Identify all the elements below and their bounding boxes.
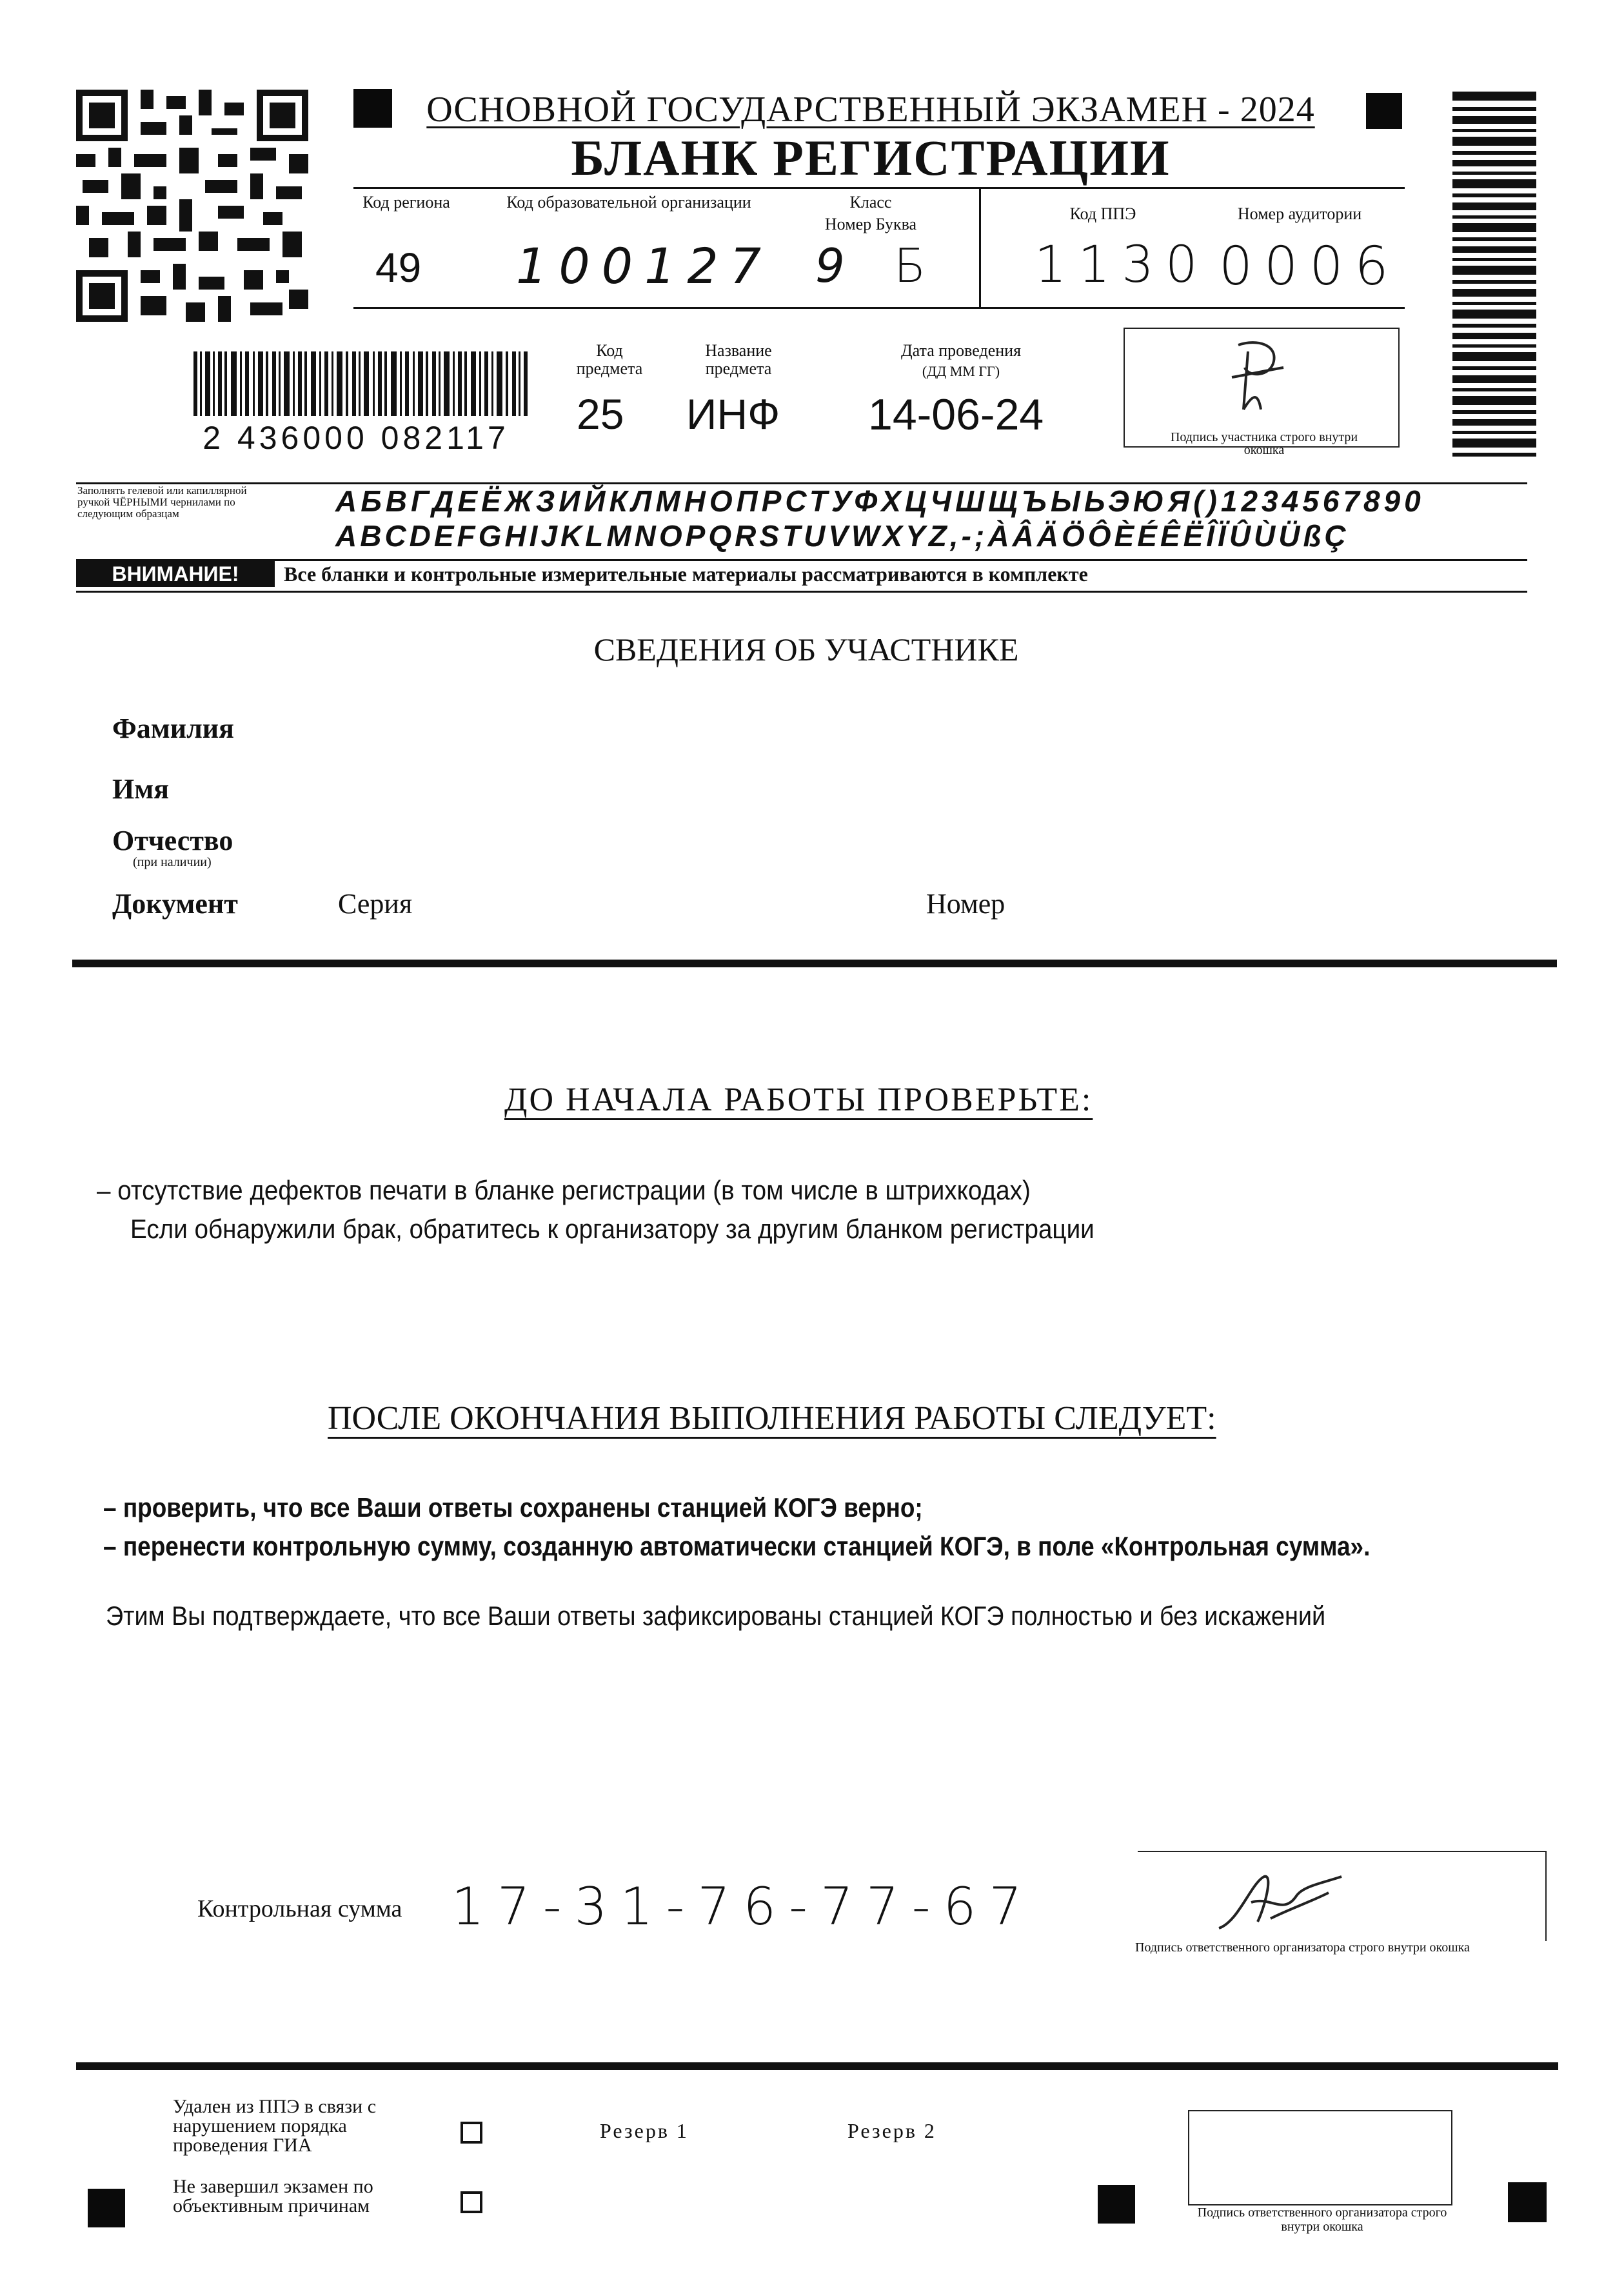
participant-section-title: СВЕДЕНИЯ ОБ УЧАСТНИКЕ [593,631,1019,667]
organizer-signature [1213,1857,1354,1941]
patronymic-label: Отчество [112,825,233,856]
marker-square-bottom-left [88,2189,125,2227]
ppe-label: Код ППЭ [1069,204,1136,223]
form-title: БЛАНК РЕГИСТРАЦИИ [571,130,1171,186]
series-label: Серия [338,888,413,920]
surname-label: Фамилия [112,713,234,744]
document-label: Документ [112,888,238,920]
org-label: Код образовательной организации [506,193,751,212]
after-item1: – проверить, что все Ваши ответы сохранены станцией КОГЭ верно; [103,1492,923,1523]
date-format: (ДД ММ ГГ) [922,363,1000,379]
not-finished-label: Не завершил экзамен по объективным причинам [173,2176,373,2216]
not-finished-checkbox[interactable] [460,2191,482,2213]
marker-square-top-right [1366,93,1402,129]
reserve1-label: Резерв 1 [600,2119,689,2142]
footer-signature-box[interactable] [1188,2110,1452,2205]
region-value: 49 [375,244,422,291]
qr-code [76,89,308,322]
codes-divider [979,187,981,308]
subject-name-value: ИНФ [686,390,780,438]
marker-square-bottom-middle [1098,2185,1135,2224]
vertical-barcode [1452,92,1536,466]
horizontal-barcode [193,351,529,416]
footer-top-rule [76,2062,1558,2070]
exam-title: ОСНОВНОЙ ГОСУДАРСТВЕННЫЙ ЭКЗАМЕН - 2024 [426,90,1315,130]
room-label: Номер аудитории [1237,204,1362,223]
before-line2: Если обнаружили брак, обратитесь к организатору за другим бланком регистрации [130,1214,1094,1244]
subject-name-label: Название предмета [705,341,772,378]
region-label: Код региона [362,193,450,212]
name-label: Имя [112,773,169,805]
after-item2: – перенести контрольную сумму, созданную автоматически станцией КОГЭ, в поле «Контрольная сумма». [103,1531,1371,1561]
codes-bottom-line [353,307,1405,309]
attention-badge: ВНИМАНИЕ! [76,561,275,587]
room-value: 0006 [1219,236,1400,297]
removed-label: Удален из ППЭ в связи с нарушением порядка проведения ГИА [173,2096,377,2156]
after-title: ПОСЛЕ ОКОНЧАНИЯ ВЫПОЛНЕНИЯ РАБОТЫ СЛЕДУЕТ: [328,1400,1216,1437]
vertical-barcode-stripes [1452,92,1536,457]
date-value: 14-06-24 [868,390,1044,439]
horizontal-barcode-bars [193,351,528,416]
org-value: 100127 [516,237,773,295]
number-label: Номер [926,888,1005,920]
removed-checkbox[interactable] [460,2122,482,2144]
marker-square-top-left [353,89,392,128]
before-line1: – отсутствие дефектов печати в бланке регистрации (в том числе в штрихкодах) [97,1175,1031,1205]
ppe-value: 1130 [1035,236,1209,294]
participant-bottom-rule [72,960,1557,967]
marker-square-bottom-right [1508,2182,1547,2222]
class-number-value: 9 [815,239,857,293]
class-letter-value: Б [894,239,938,293]
checksum-value[interactable]: 17-31-76-77-67 [451,1877,1035,1937]
codes-top-line [353,187,1405,189]
class-sub-label: Номер Буква [824,215,917,233]
attention-text: Все бланки и контрольные измерительные материалы рассматриваются в комплекте [284,562,1088,586]
class-label: Класс [849,193,892,212]
patronymic-note: (при наличии) [133,855,212,869]
sample-cyrillic-row: АБВГДЕЁЖЗИЙКЛМНОПРСТУФХЦЧШЩЪЫЬЭЮЯ()1234567890 [335,484,1425,518]
sample-latin-row: ABCDEFGHIJKLMNOPQRSTUVWXYZ,-;ÀÂÄÖÔÈÉÊËÎÏÛÙÜßÇ [335,519,1349,553]
organizer-signature-caption: Подпись ответственного организатора строго внутри окошка [1135,1940,1470,1955]
barcode-number: 2 436000 082117 [203,420,510,456]
subject-code-value: 25 [577,390,624,438]
sample-instruction: Заполнять гелевой или капиллярной ручкой ЧЁРНЫМИ чернилами по следующим образцам [77,484,247,520]
subject-code-label: Код предмета [576,341,643,378]
after-confirm: Этим Вы подтверждаете, что все Ваши ответы зафиксированы станцией КОГЭ полностью и без искажений [106,1601,1326,1631]
reserve2-label: Резерв 2 [847,2119,936,2142]
before-title: ДО НАЧАЛА РАБОТЫ ПРОВЕРЬТЕ: [504,1081,1093,1118]
footer-signature-caption: Подпись ответственного организатора строго внутри окошка [1197,2205,1447,2234]
participant-signature-caption: Подпись участника строго внутри окошка [1170,430,1358,457]
checksum-label: Контрольная сумма [197,1895,402,1922]
participant-signature [1213,332,1303,429]
date-label: Дата проведения [900,341,1022,360]
